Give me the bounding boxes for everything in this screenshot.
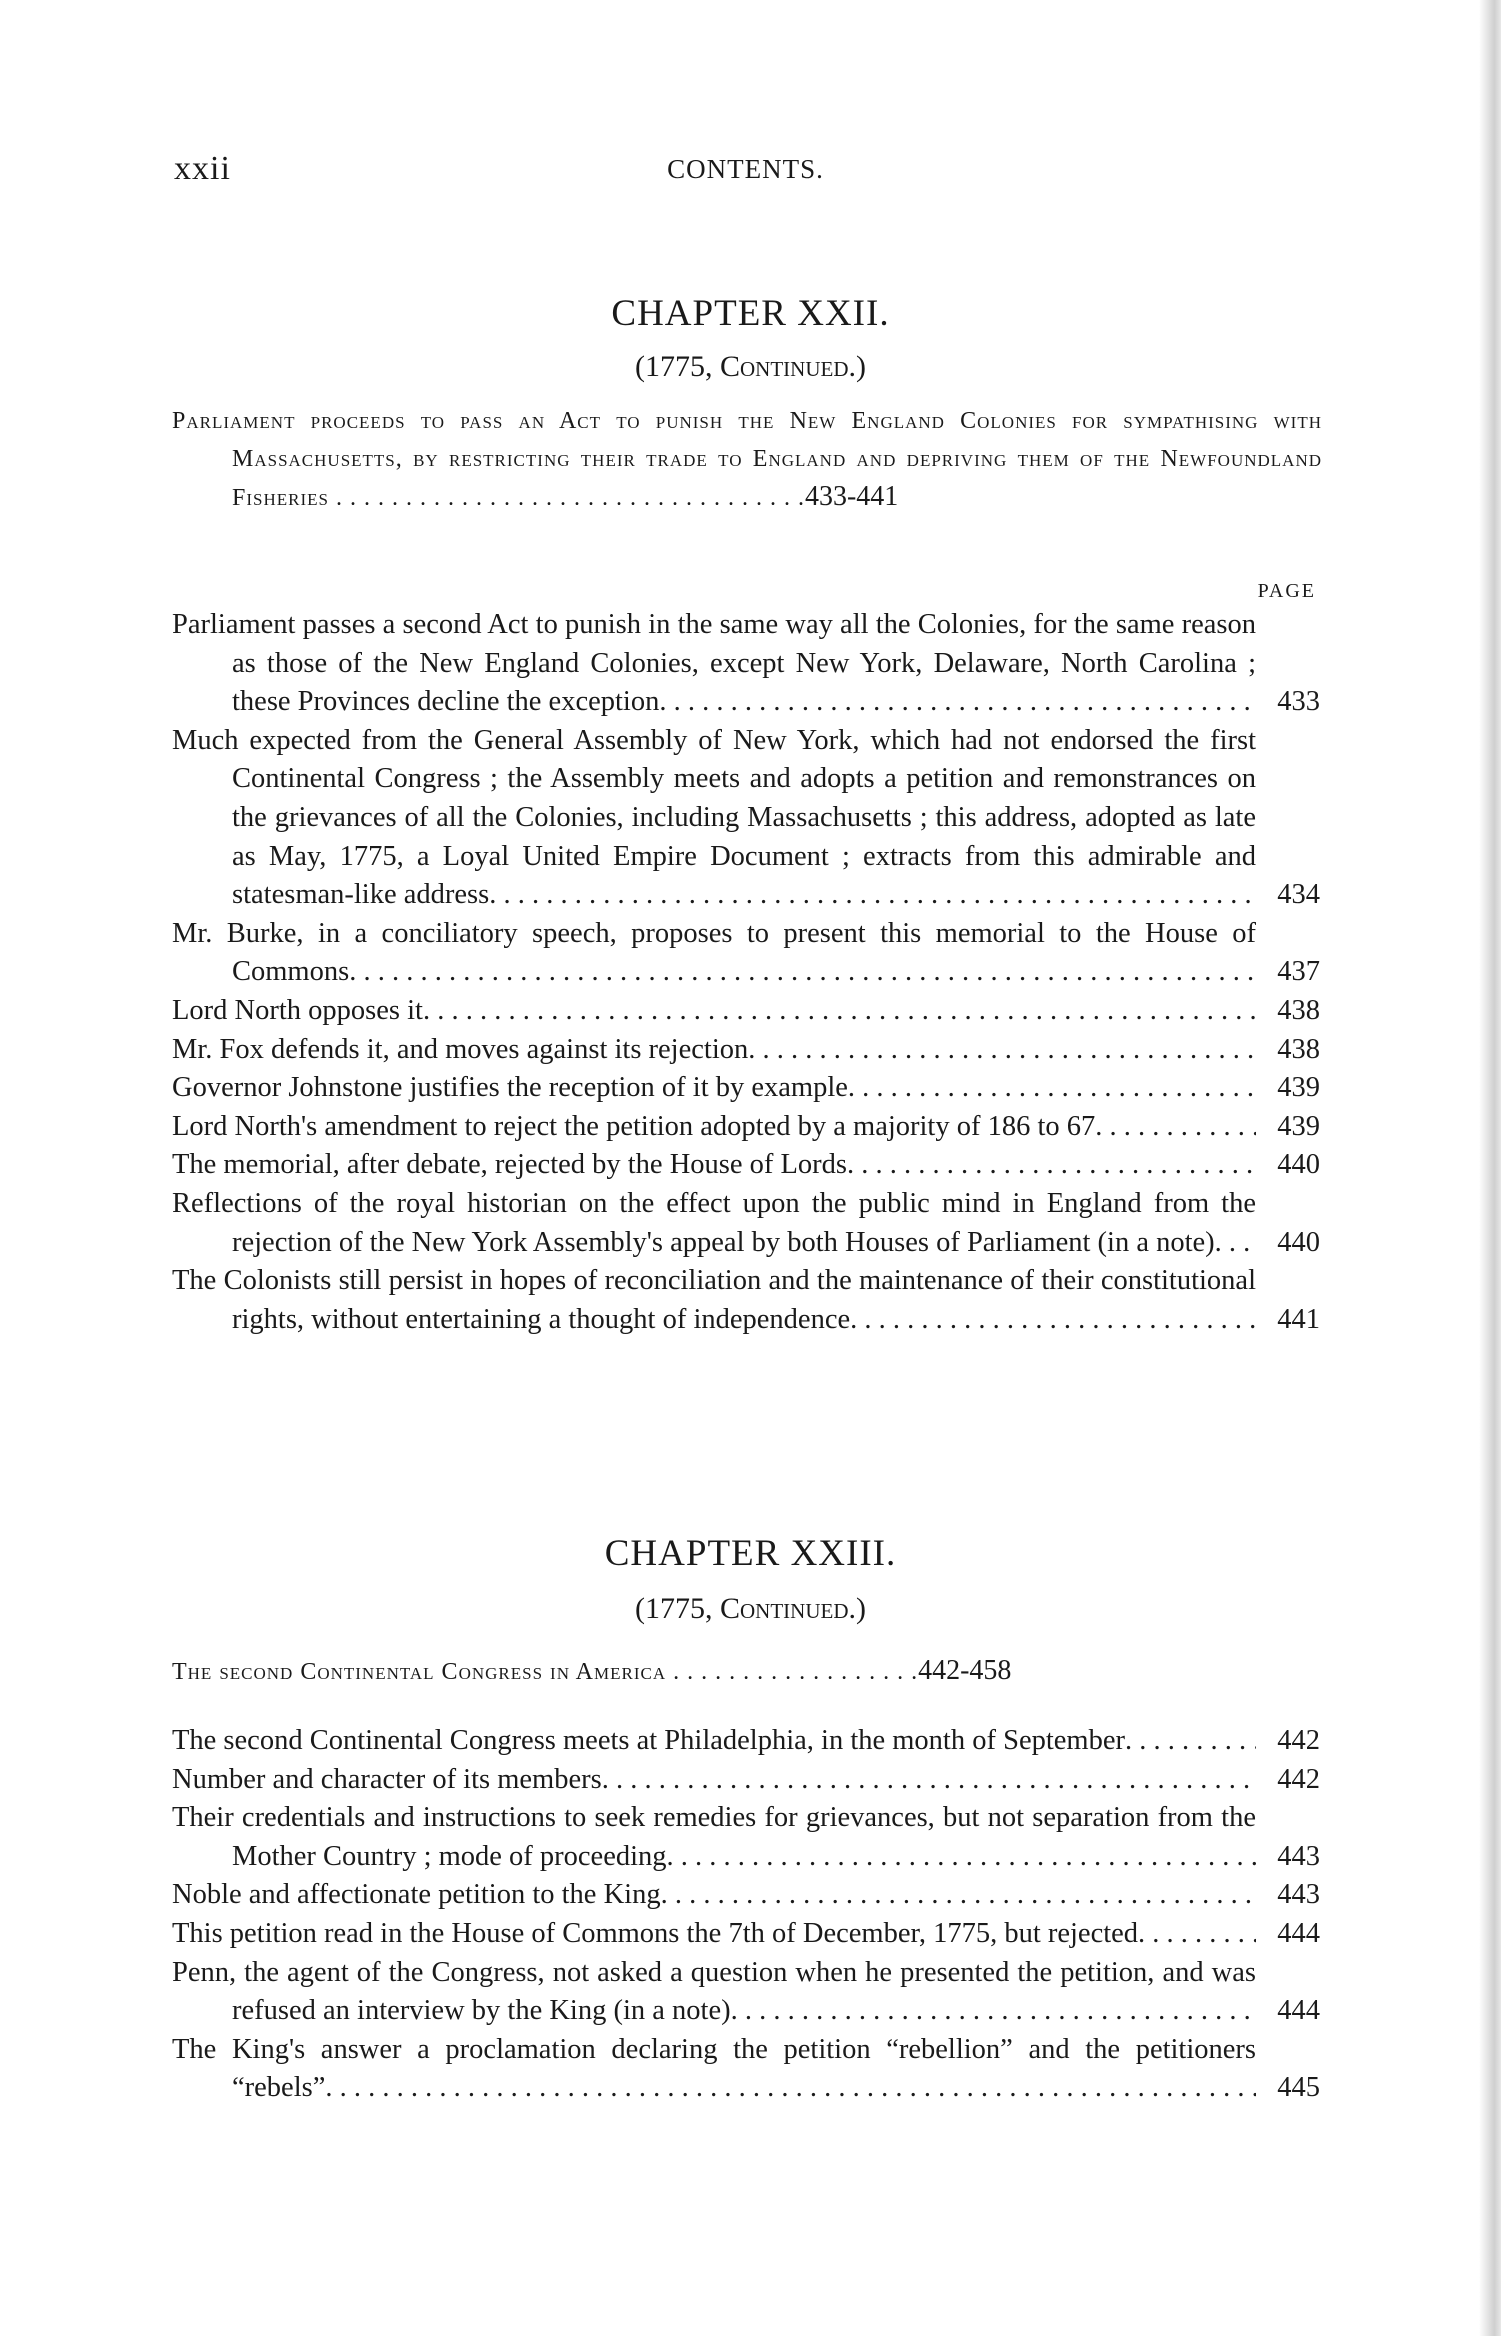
toc-entry-page: 444 [1277,1917,1320,1949]
toc-entry-page: 445 [1277,2072,1320,2104]
toc-entry-page: 439 [1277,1110,1320,1142]
toc-entry [172,1876,1320,1915]
toc-entry-page: 438 [1277,1033,1320,1065]
toc-entry-text: The memorial, after debate, rejected by the House of Lords . . . [172,1146,1256,1185]
toc-entry-page: 434 [1277,879,1320,911]
toc-entry [172,1722,1320,1761]
chapter-year: (1775, Continued.) [635,350,866,383]
toc-entry-page: 442 [1277,1763,1320,1795]
toc-entry [172,1262,1320,1339]
chapter-summary [172,1652,1322,1691]
toc-entry-text: Number and character of its members . . . [172,1761,1256,1800]
toc-entry [172,1108,1320,1147]
toc-entry-text: Mr. Burke, in a conciliatory speech, proposes to present this memorial to the House of Commons . . . [172,915,1256,992]
toc-entry-page: 440 [1277,1226,1320,1258]
toc-entry [172,1799,1320,1876]
running-title: CONTENTS. [667,154,824,184]
toc-entry-page: 439 [1277,1072,1320,1104]
toc-entry-text: The King's answer a proclamation declaring the petition “rebellion” and the petitioners “rebels” . . . [172,2031,1256,2108]
toc-entry-text: The second Continental Congress meets at Philadelphia, in the month of September . . . [172,1722,1256,1761]
chapter-summary [172,402,1322,517]
summary-leader: . . . . . . . . . . . . . . . . . . . . . . . . . . . . . . . . . . [335,485,805,511]
toc-entry [172,1146,1320,1185]
summary-pages: 442-458 [918,1655,1012,1686]
summary-text: Parliament proceeds to pass an Act to punish the New England Colonies for sympathising with Massachusetts, by restricting their trade to England and depriving them of the Newfoundland Fisheries [172,408,1322,511]
toc-entry [172,2031,1320,2108]
toc-entry [172,992,1320,1031]
toc-entry [172,1069,1320,1108]
toc-entry [172,1031,1320,1070]
summary-leader: . . . . . . . . . . . . . . . . . . [673,1659,919,1685]
toc-entry [172,606,1320,722]
toc-list [172,1722,1320,2108]
page-header [170,150,1321,190]
chapter-title: CHAPTER XXIII. [604,1533,897,1574]
toc-entry-page: 442 [1277,1725,1320,1756]
chapter-title: CHAPTER XXII. [611,293,890,334]
toc-entry-text: Noble and affectionate petition to the King . . . [172,1876,1256,1915]
toc-entry-page: 443 [1277,1840,1320,1872]
toc-entry-text: Governor Johnstone justifies the reception of it by example . . . [172,1069,1256,1108]
toc-entry [172,1915,1320,1954]
summary-pages: 433-441 [804,481,899,512]
toc-entry-text: This petition read in the House of Commons the 7th of December, 1775, but rejected . . . [172,1915,1256,1954]
toc-entry-page: 437 [1277,956,1320,988]
toc-entry-page: 441 [1277,1303,1320,1335]
toc-entry-page: 444 [1277,1995,1320,2027]
toc-entry-text: Penn, the agent of the Congress, not asked a question when he presented the petition, and was refused an interview by the King (in a note) . . . [172,1954,1256,2031]
toc-entry-text: Much expected from the General Assembly of New York, which had not endorsed the first Continental Congress ; the Assembly meets and adopts a petition and remonstrances on the grievances of all the Colonies, including Massachusetts ; this address, adopted as late as May, 1775, a Loyal United Empire Document ; extracts from this admirable and statesman-like address . . . [172,722,1256,915]
toc-entry-text: Lord North's amendment to reject the petition adopted by a majority of 186 to 67 . . . [172,1108,1256,1147]
toc-entry-page: 438 [1277,994,1320,1026]
toc-entry-text: Reflections of the royal historian on the effect upon the public mind in England from the rejection of the New York Assembly's appeal by both Houses of Parliament (in a note) . . . [172,1185,1256,1262]
page-column-label: PAGE [1257,580,1316,602]
toc-entry-text: The Colonists still persist in hopes of reconciliation and the maintenance of their constitutional rights, without entertaining a thought of independence . . . [172,1262,1256,1339]
toc-entry [172,722,1320,915]
toc-entry [172,1761,1320,1800]
toc-entry-page: 433 [1277,686,1320,718]
toc-list [172,606,1320,1339]
toc-entry-text: Lord North opposes it . . . [172,992,1256,1031]
toc-entry-page: 443 [1277,1879,1320,1911]
toc-entry-page: 440 [1277,1149,1320,1181]
chapter-year: (1775, Continued.) [635,1592,866,1625]
toc-entry-text: Mr. Fox defends it, and moves against its rejection . . . [172,1031,1256,1070]
toc-entry [172,1185,1320,1262]
toc-entry [172,1954,1320,2031]
toc-entry [172,915,1320,992]
toc-entry-text: Their credentials and instructions to seek remedies for grievances, but not separation from the Mother Country ; mode of proceeding . . . [172,1799,1256,1876]
toc-entry-text: Parliament passes a second Act to punish in the same way all the Colonies, for the same reason as those of the New England Colonies, except New York, Delaware, North Carolina ; these Provinces decline the exception . . . [172,606,1256,722]
summary-text: The second Continental Congress in America [172,1659,667,1685]
page-number: xxii [174,150,231,187]
